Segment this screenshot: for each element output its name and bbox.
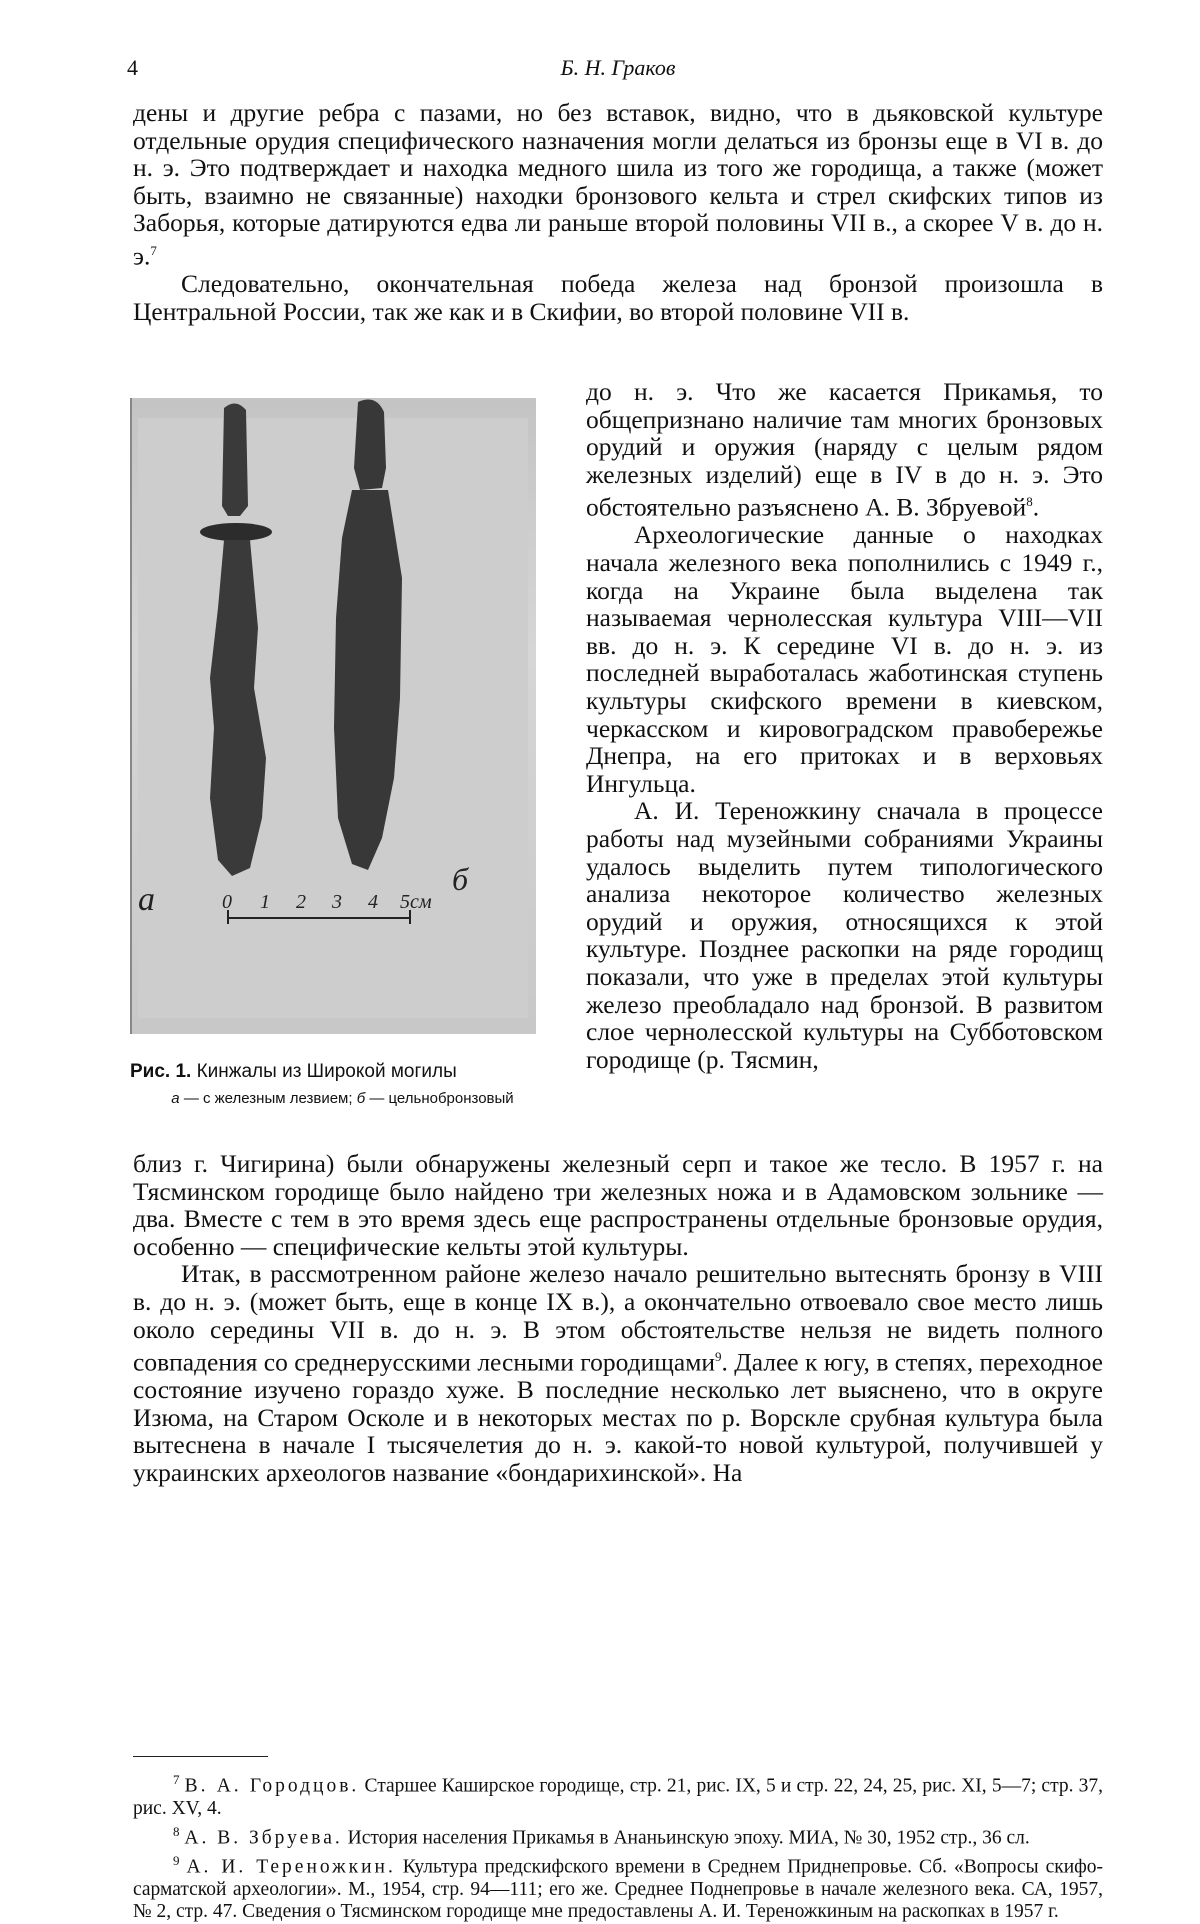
paragraph-4-right: А. И. Тереножкину сначала в процессе работы над музейными собраниями Украины удалось выделить путем типологического анализа некоторое количество железных орудий и оружия, относящихся к этой культуре. Позднее раскопки на ряде городищ показали, что уже в пределах этой культуры железо преобладало над бронзой. В развитом слое чернолесской культуры на Субботовском городище (р. Тясмин, <box>586 796 1103 1074</box>
paragraph-2-right: до н. э. Что же касается Прикамья, то общепризнано наличие там многих бронзовых орудий и оружия (наряду с целым рядом железных изделий) еще в IV в до н. э. Это обстоятельно разъяснено А. В. Збруевой$^8$. <box>586 377 1103 522</box>
page <box>127 55 1103 326</box>
page-header <box>127 55 1103 99</box>
note-ref-7[interactable]: 7 <box>150 242 157 258</box>
scale-tick-2: 2 <box>296 891 306 913</box>
footnote-number: 7 <box>173 1772 180 1787</box>
footnote-author: В. А. Городцов. <box>184 1775 360 1797</box>
paragraph-3: Археологические данные о находках начала железного века пополнились с 1949 г., когда на Украине была выделена так называемая чернолесская культура VIII—VII вв. до н. э. К середине VI в. до н. э. из последней выработалась жаботинская ступень культуры скифского времени в киевском, черкасском и кировоградском правобережье Днепра, на его притоках и в верховьях Ингульца. <box>586 520 1103 798</box>
footnotes <box>133 1756 1103 1924</box>
dagger-illustration <box>132 398 536 1034</box>
footnote-9 <box>133 1850 1103 1924</box>
footnote-number: 8 <box>173 1823 180 1839</box>
scale-tick-4: 4 <box>368 891 378 913</box>
scale-tick-5: 5см <box>400 891 432 913</box>
footnote-author: А. В. Збруева. <box>184 1827 343 1848</box>
paragraph-5 <box>133 1260 1103 1486</box>
footnote-text: Старшее Каширское городище, стр. 21, рис. IX, 5 и стр. 22, 24, 25, рис. XI, 5—7; стр. 37, рис. XV, 4. <box>133 1775 1104 1819</box>
caption-a-text: — с железным лезвием; <box>183 1090 353 1107</box>
footnote-text: История населения Прикамья в Ананьинскую эпоху. МИА, № 30, 1952 стр., 36 сл. <box>347 1827 1030 1848</box>
scale-tick-1: 1 <box>260 891 270 913</box>
footnote-rule <box>133 1756 268 1757</box>
caption-title-line <box>130 1060 555 1084</box>
dagger-photo <box>130 398 536 1034</box>
caption-b-text: — цельнобронзовый <box>369 1090 514 1107</box>
paragraph-4-full: близ г. Чигирина) были обнаружены железный серп и такое же тесло. В 1957 г. на Тясминском городище было найдено три железных ножа и в Адамовском зольнике — два. Вместе с тем в это время здесь еще распространены отдельные бронзовые орудия, особенно — специфические кельты этой культуры. <box>133 1149 1103 1261</box>
caption-legend <box>130 1090 555 1107</box>
caption-b-letter: б <box>356 1090 366 1107</box>
label-b: б <box>452 861 469 897</box>
figure-caption <box>130 1060 555 1107</box>
page-number: 4 <box>127 55 138 80</box>
right-column <box>586 378 1103 1073</box>
label-a: а <box>138 881 155 918</box>
caption-figure-number: Рис. 1. <box>130 1061 192 1082</box>
figure-1 <box>130 398 555 1107</box>
running-head: Б. Н. Граков <box>560 55 676 80</box>
scale-tick-0: 0 <box>222 891 232 913</box>
paragraph-1 <box>133 99 1103 270</box>
footnote-author: А. И. Тереножкин. <box>186 1856 396 1877</box>
scale-tick-3: 3 <box>332 891 342 913</box>
footnote-7 <box>133 1769 1103 1821</box>
paragraph-2-top: Следовательно, окончательная победа железа над бронзой произошла в Центральной России, так же как и в Скифии, во второй половине VII в. <box>133 269 1103 326</box>
paragraph-5-text: Итак, в рассмотренном районе железо начало решительно вытеснять бронзу в VIII в. до н. э. (может быть, еще в конце IX в.), а окончательно отвоевало свое место лишь около середины VII в. до н. э. В этом обстоятельстве нельзя не видеть полного совпадения со среднерусскими лесными городищами <box>133 1259 1103 1377</box>
footnote-8 <box>133 1821 1103 1850</box>
footnote-number: 9 <box>173 1852 180 1868</box>
caption-a-letter: а <box>171 1090 180 1107</box>
paragraph-1-text: дены и другие ребра с пазами, но без вставок, видно, что в дьяковской культуре отдельные орудия специфического назначения могли делаться из бронзы еще в VI в. до н. э. Это подтверждает и находка медного шила из того же городища, а также (может быть, взаимно не связанные) находки бронзового кельта и стрел скифских типов из Заборья, которые датируются едва ли раньше второй половины VII в., а скорее V в. до н. э. <box>133 98 1103 271</box>
paragraph-5-rest: . Далее к югу, в степях, переходное состояние изучено гораздо хуже. В последние несколько лет выяснено, что в округе Изюма, на Старом Осколе и в некоторых местах по р. Ворскле срубная культура была вытеснена в начале I тысячелетия до н. э. какой-то новой культурой, получившей у украинских археологов название «бондарихинской». На <box>133 1347 1103 1488</box>
caption-title: Кинжалы из Широкой могилы <box>196 1061 457 1082</box>
footnote-text: Культура предскифского времени в Среднем Приднепровье. Сб. «Вопросы скифо-сарматской археологии». М., 1954, стр. 94—111; его же. Среднее Поднепровье в начале железного века. СА, 1957, № 2, стр. 47. Сведения о Тясминском городище мне предоставлены А. И. Тереножкиным на раскопках в 1957 г. <box>133 1856 1104 1922</box>
note-ref-8[interactable]: 8 <box>1026 494 1033 510</box>
after-figure-text <box>133 1150 1103 1487</box>
paragraph-2-right-text: до н. э. Что же касается Прикамья, то общепризнано наличие там многих бронзовых орудий и оружия (наряду с целым рядом железных изделий) еще в IV в до н. э. Это обстоятельно разъяснено А. В. Збруевой <box>586 377 1103 522</box>
note-ref-9[interactable]: 9 <box>715 1349 722 1365</box>
